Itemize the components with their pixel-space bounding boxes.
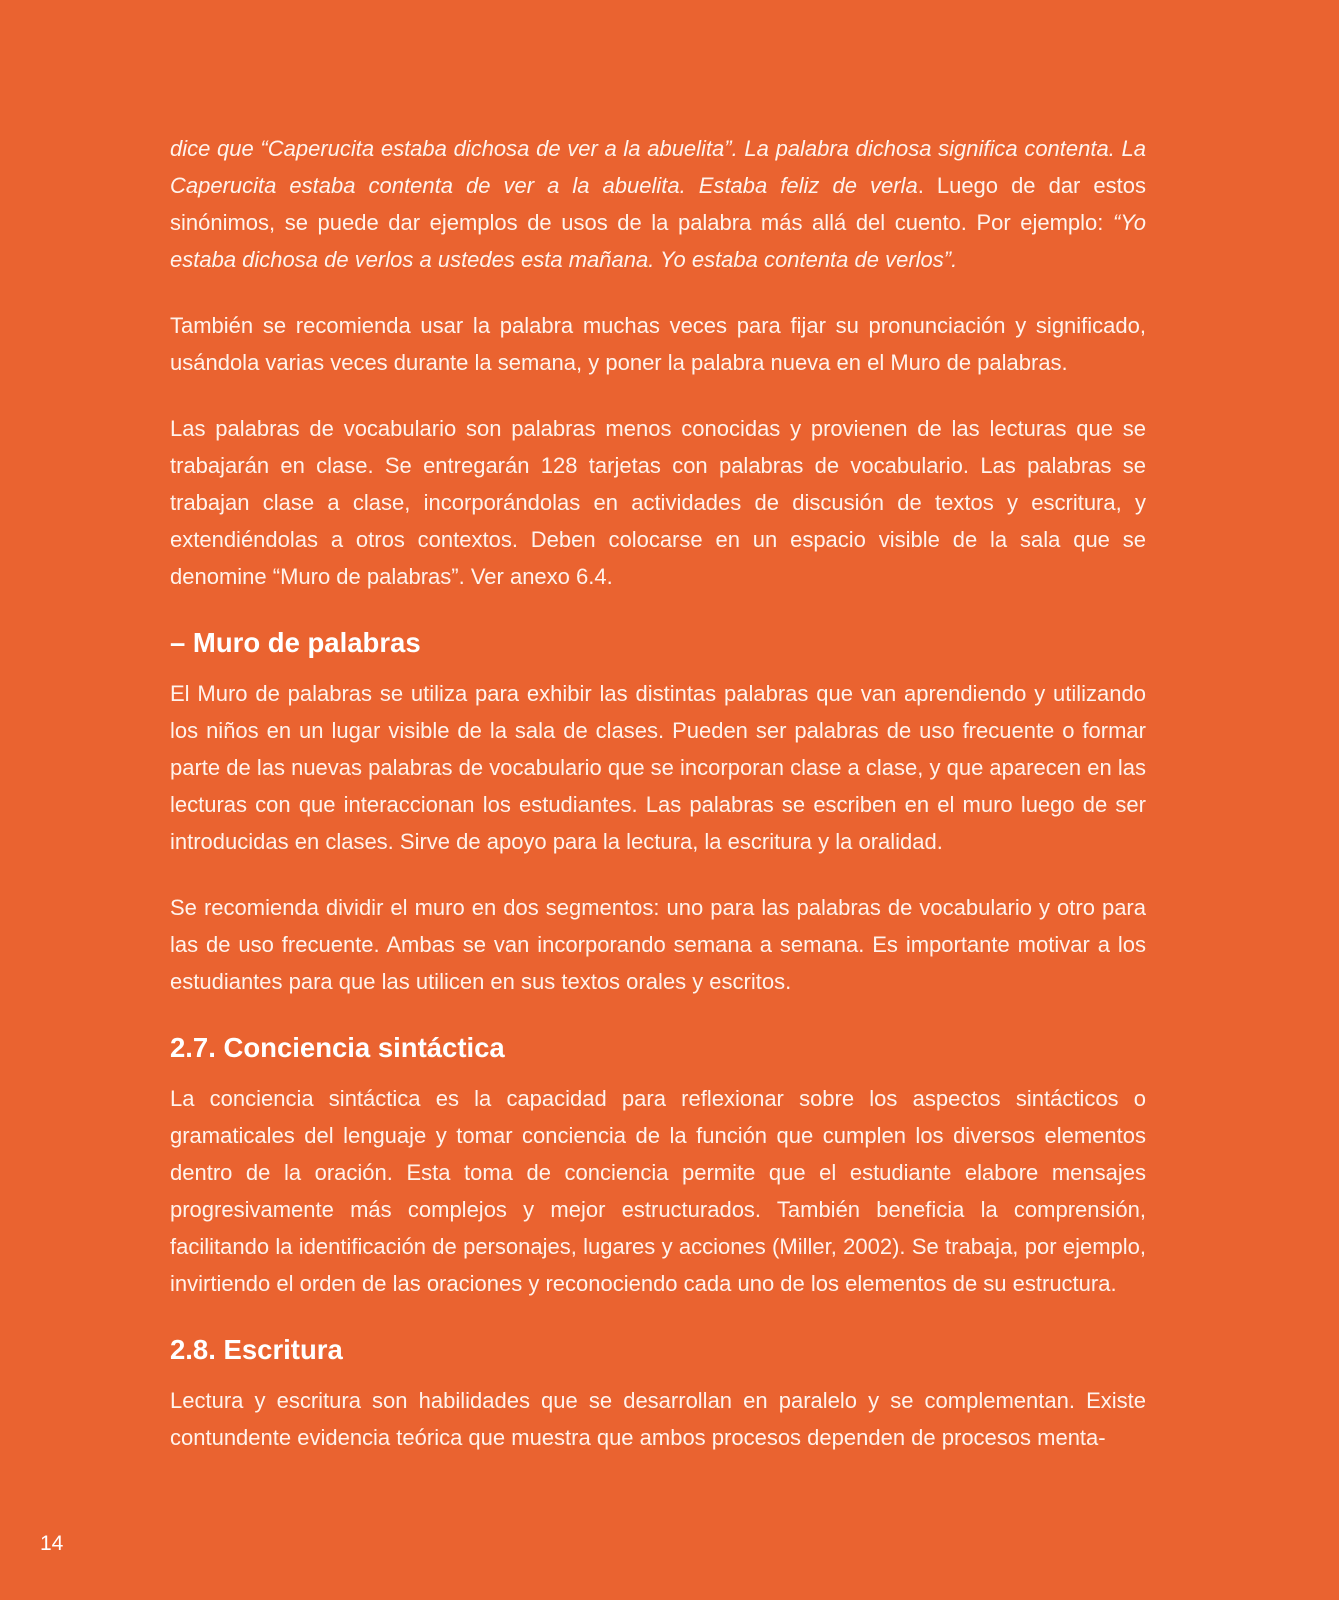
muro-heading: – Muro de palabras	[170, 627, 421, 658]
intro-italic-quote: dice que “Caperucita estaba dichosa de ver a la abuelita”. La palabra dichosa significa contenta. La Caperucita estaba contenta de ver a la abuelita. Estaba feliz de verla	[170, 136, 1146, 198]
vocabulary-paragraph: Las palabras de vocabulario son palabras menos conocidas y provienen de las lecturas que se trabajarán en clase. Se entregarán 128 tarjetas con palabras de vocabulario. Las palabras se trabajan clase a clase, incorporándolas en actividades de discusión de textos y escritura, y extendiéndolas a otros contextos. Deben colocarse en un espacio visible de la sala que se denomine “Muro de palabras”. Ver anexo 6.4.	[170, 416, 1146, 589]
muro-paragraph-1: El Muro de palabras se utiliza para exhibir las distintas palabras que van aprendiendo y utilizando los niños en un lugar visible de la sala de clases. Pueden ser palabras de uso frecuente o formar parte de las nuevas palabras de vocabulario que se incorporan clase a clase, y que aparecen en las lecturas con que interaccionan los estudiantes. Las palabras se escriben en el muro luego de ser introducidas en clases. Sirve de apoyo para la lectura, la escritura y la oralidad.	[170, 681, 1146, 854]
escritura-paragraph: Lectura y escritura son habilidades que se desarrollan en paralelo y se complementan. Existe contundente evidencia teórica que muestra que ambos procesos dependen de procesos menta-	[170, 1388, 1146, 1450]
intro-text: . Luego de dar estos sinónimos, se puede dar ejemplos de usos de la palabra más allá del cuento. Por ejemplo:	[170, 173, 1147, 235]
page-number: 14	[40, 1532, 64, 1555]
sintactica-paragraph: La conciencia sintáctica es la capacidad para reflexionar sobre los aspectos sintácticos o gramaticales del lenguaje y tomar conciencia de la función que cumplen los diversos elementos dentro de la oración. Esta toma de conciencia permite que el estudiante elabore mensajes progresivamente más complejos y mejor estructurados. También beneficia la comprensión, facilitando la identificación de personajes, lugares y acciones (Miller, 2002). Se trabaja, por ejemplo, invirtiendo el orden de las oraciones y reconociendo cada uno de los elementos de su estructura.	[170, 1086, 1146, 1296]
intro-paragraph	[170, 130, 1146, 278]
sintactica-heading: 2.7. Conciencia sintáctica	[170, 1032, 505, 1063]
escritura-heading: 2.8. Escritura	[170, 1334, 343, 1365]
intro-italic-example: “Yo estaba dichosa de verlos a ustedes esta mañana. Yo estaba contenta de verlos”.	[170, 210, 1146, 272]
muro-paragraph-2: Se recomienda dividir el muro en dos segmentos: uno para las palabras de vocabulario y otro para las de uso frecuente. Ambas se van incorporando semana a semana. Es importante motivar a los estudiantes para que las utilicen en sus textos orales y escritos.	[170, 895, 1146, 994]
page-content	[170, 130, 1146, 1485]
recommendation-paragraph: También se recomienda usar la palabra muchas veces para fijar su pronunciación y significado, usándola varias veces durante la semana, y poner la palabra nueva en el Muro de palabras.	[170, 313, 1146, 375]
